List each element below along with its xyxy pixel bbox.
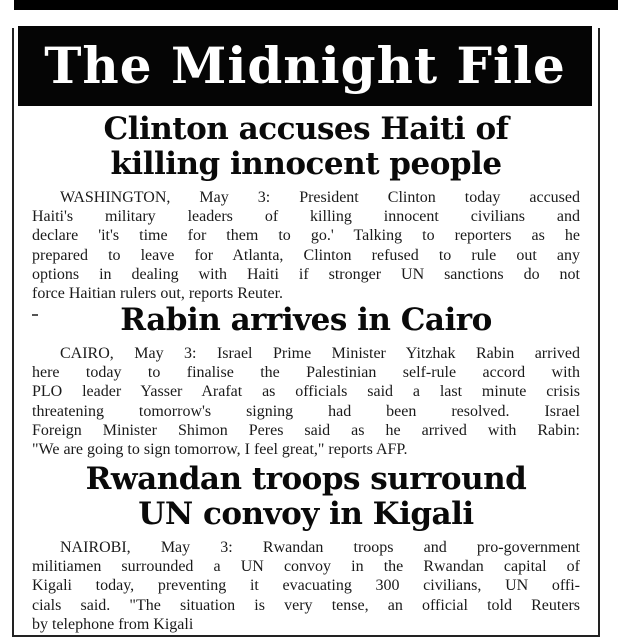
body-line: prepared to leave for Atlanta, Clinton refused to rule out any bbox=[32, 246, 580, 264]
body-line: militiamen surrounded a UN convoy in the Rwandan capital of bbox=[32, 558, 580, 576]
headline-line: UN convoy in Kigali bbox=[138, 496, 474, 532]
masthead-title: The Midnight File bbox=[44, 36, 566, 95]
body-line: "We are going to sign tomorrow, I feel great," reports AFP. bbox=[32, 441, 408, 459]
body-line: here today to finalise the Palestinian self-rule accord with bbox=[32, 364, 580, 382]
story-body bbox=[32, 344, 580, 459]
body-line: NAIROBI, May 3: Rwandan troops and pro-government bbox=[60, 539, 580, 556]
story-rwanda-convoy bbox=[32, 462, 580, 634]
body-line: by telephone from Kigali bbox=[32, 615, 194, 633]
masthead-banner bbox=[18, 26, 592, 106]
story-clinton-haiti bbox=[32, 112, 580, 303]
body-line: Haiti's military leaders of killing innocent civilians and bbox=[32, 208, 580, 226]
body-line: threatening tomorrow's signing had been resolved. Israel bbox=[32, 402, 580, 420]
body-line: Kigali today, preventing it evacuating 300 civilians, UN offi- bbox=[32, 577, 580, 595]
body-line: WASHINGTON, May 3: President Clinton today accused bbox=[60, 189, 580, 206]
headline-line: killing innocent people bbox=[110, 146, 502, 182]
story-headline bbox=[32, 462, 580, 532]
bottom-border-rule bbox=[12, 635, 600, 637]
body-line: cials said. "The situation is very tense, an official told Reuters bbox=[32, 596, 580, 614]
story-body bbox=[32, 188, 580, 303]
body-line: force Haitian rulers out, reports Reuter. bbox=[32, 285, 284, 303]
headline-line: Rabin arrives in Cairo bbox=[120, 302, 492, 338]
headline-line: Rwandan troops surround bbox=[85, 461, 527, 497]
story-headline bbox=[32, 112, 580, 182]
body-line: declare 'it's time for them to go.' Talking to reporters as he bbox=[32, 227, 580, 245]
story-body bbox=[32, 538, 580, 634]
body-line: options in dealing with Haiti if stronger UN sanctions do not bbox=[32, 265, 580, 283]
story-rabin-cairo bbox=[32, 302, 580, 459]
right-border-rule bbox=[598, 28, 600, 636]
body-line: CAIRO, May 3: Israel Prime Minister Yitzhak Rabin arrived bbox=[60, 345, 580, 362]
left-border-rule bbox=[12, 28, 14, 636]
top-rule bbox=[14, 0, 618, 10]
story-headline bbox=[32, 302, 580, 338]
body-line: PLO leader Yasser Arafat as officials said a last minute crisis bbox=[32, 383, 580, 401]
body-line: Foreign Minister Shimon Peres said as he arrived with Rabin: bbox=[32, 421, 580, 439]
headline-line: Clinton accuses Haiti of bbox=[103, 111, 509, 147]
